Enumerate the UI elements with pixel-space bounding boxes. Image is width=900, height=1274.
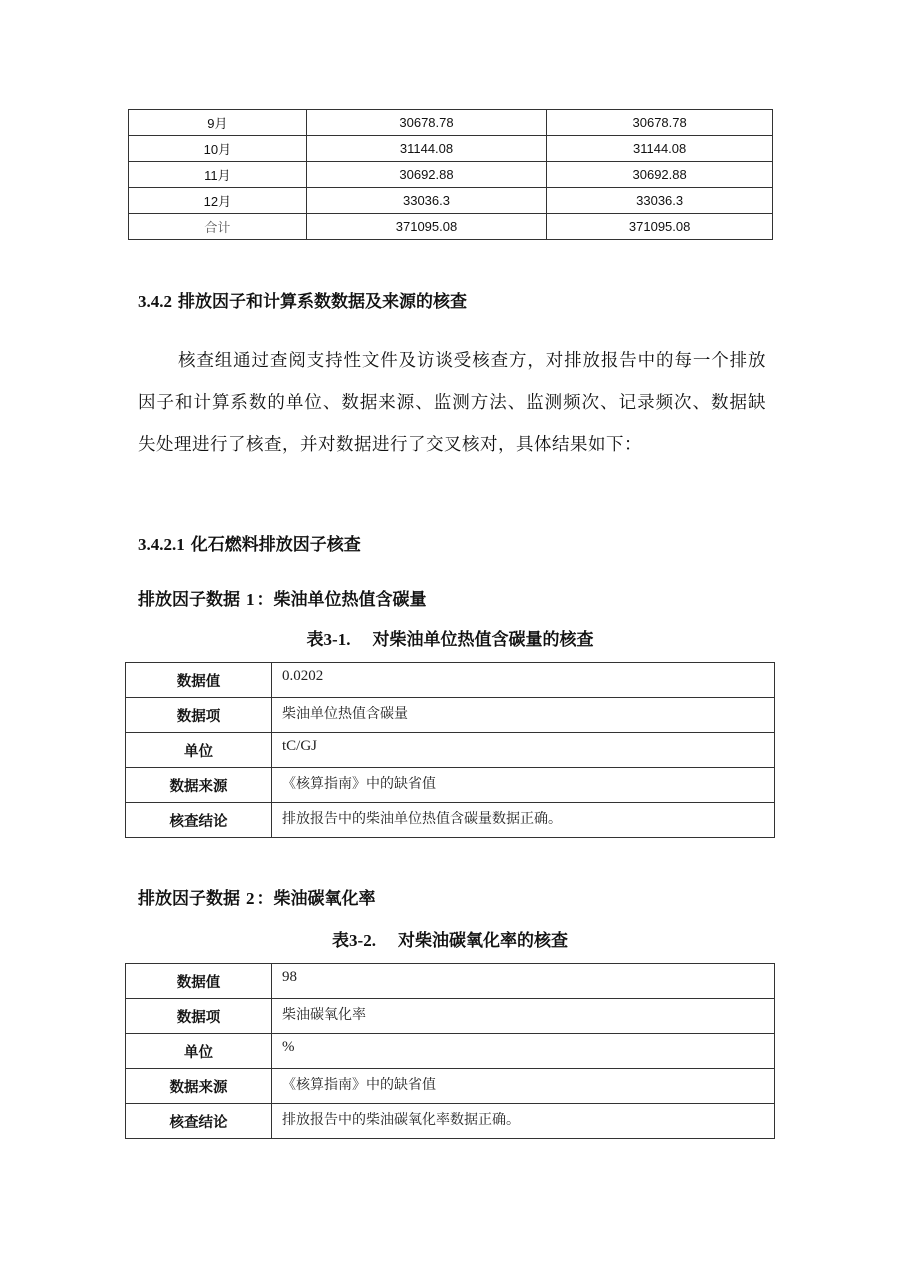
- table-caption-3-1: [0, 625, 900, 650]
- table-caption-3-2: [0, 926, 900, 951]
- table-row: [126, 999, 775, 1034]
- table-row: [126, 733, 775, 768]
- table-row: [126, 1104, 775, 1139]
- row-value: 98: [272, 964, 775, 999]
- row-value: 排放报告中的柴油碳氧化率数据正确。: [272, 1104, 775, 1139]
- subsection-title: 化石燃料排放因子核查: [190, 535, 361, 555]
- value-cell: 30678.78: [547, 110, 773, 136]
- value-cell: 31144.08: [547, 136, 773, 162]
- table-row: [126, 698, 775, 733]
- value-cell: 30678.78: [306, 110, 547, 136]
- row-key: 数据值: [126, 663, 272, 698]
- caption-title: 对柴油单位热值含碳量的核查: [372, 630, 594, 650]
- row-key: 核查结论: [126, 803, 272, 838]
- row-value: %: [272, 1034, 775, 1069]
- row-key: 数据项: [126, 698, 272, 733]
- monthly-data-table: [128, 109, 773, 240]
- row-key: 核查结论: [126, 1104, 272, 1139]
- value-cell: 30692.88: [306, 162, 547, 188]
- row-key: 数据项: [126, 999, 272, 1034]
- row-key: 单位: [126, 1034, 272, 1069]
- caption-number: 表3-2.: [332, 931, 376, 950]
- row-key: 数据来源: [126, 768, 272, 803]
- factor2-heading-number: 2: [246, 889, 255, 908]
- month-cell: 12月: [129, 188, 307, 214]
- table-row: [129, 110, 773, 136]
- section-number: 3.4.2: [138, 292, 172, 311]
- section-paragraph: 核查组通过查阅支持性文件及访谈受核查方，对排放报告中的每一个排放因子和计算系数的单位、数据来源、监测方法、监测频次、记录频次、数据缺失处理进行了核查，并对数据进行了交叉核对，具体结果如下：: [138, 351, 766, 455]
- value-cell: 30692.88: [547, 162, 773, 188]
- factor1-heading-number: 1: [246, 590, 255, 609]
- total-label-cell: 合计: [129, 214, 307, 240]
- table-row: [126, 964, 775, 999]
- section-title: 排放因子和计算系数数据及来源的核查: [178, 292, 467, 312]
- subsection-number: 3.4.2.1: [138, 535, 185, 554]
- table-row: [126, 1069, 775, 1104]
- row-value: 《核算指南》中的缺省值: [272, 768, 775, 803]
- row-key: 单位: [126, 733, 272, 768]
- value-cell: 33036.3: [547, 188, 773, 214]
- row-value: tC/GJ: [272, 733, 775, 768]
- factor2-heading: [138, 884, 376, 909]
- table-row: [129, 162, 773, 188]
- row-value: 柴油单位热值含碳量: [272, 698, 775, 733]
- row-value: 排放报告中的柴油单位热值含碳量数据正确。: [272, 803, 775, 838]
- row-value: 《核算指南》中的缺省值: [272, 1069, 775, 1104]
- month-cell: 10月: [129, 136, 307, 162]
- caption-number: 表3-1.: [306, 630, 351, 649]
- caption-title: 对柴油碳氧化率的核查: [397, 931, 568, 951]
- table-row: [126, 803, 775, 838]
- row-value: 0.0202: [272, 663, 775, 698]
- row-key: 数据来源: [126, 1069, 272, 1104]
- table-row-total: [129, 214, 773, 240]
- factor1-check-table: [125, 662, 775, 838]
- total-value-cell: 371095.08: [547, 214, 773, 240]
- factor1-heading-prefix: 排放因子数据: [138, 590, 240, 610]
- row-key: 数据值: [126, 964, 272, 999]
- month-cell: 9月: [129, 110, 307, 136]
- factor1-heading: [138, 585, 427, 610]
- subsection-heading: [138, 530, 361, 555]
- table-row: [129, 188, 773, 214]
- total-value-cell: 371095.08: [306, 214, 547, 240]
- value-cell: 33036.3: [306, 188, 547, 214]
- table-row: [126, 1034, 775, 1069]
- month-cell: 11月: [129, 162, 307, 188]
- section-heading: [138, 287, 467, 312]
- value-cell: 31144.08: [306, 136, 547, 162]
- table-row: [126, 663, 775, 698]
- factor2-heading-title: ：柴油碳氧化率: [256, 889, 376, 909]
- table-row: [129, 136, 773, 162]
- factor2-heading-prefix: 排放因子数据: [138, 889, 240, 909]
- table-row: [126, 768, 775, 803]
- factor1-heading-title: ：柴油单位热值含碳量: [256, 590, 427, 610]
- row-value: 柴油碳氧化率: [272, 999, 775, 1034]
- factor2-check-table: [125, 963, 775, 1139]
